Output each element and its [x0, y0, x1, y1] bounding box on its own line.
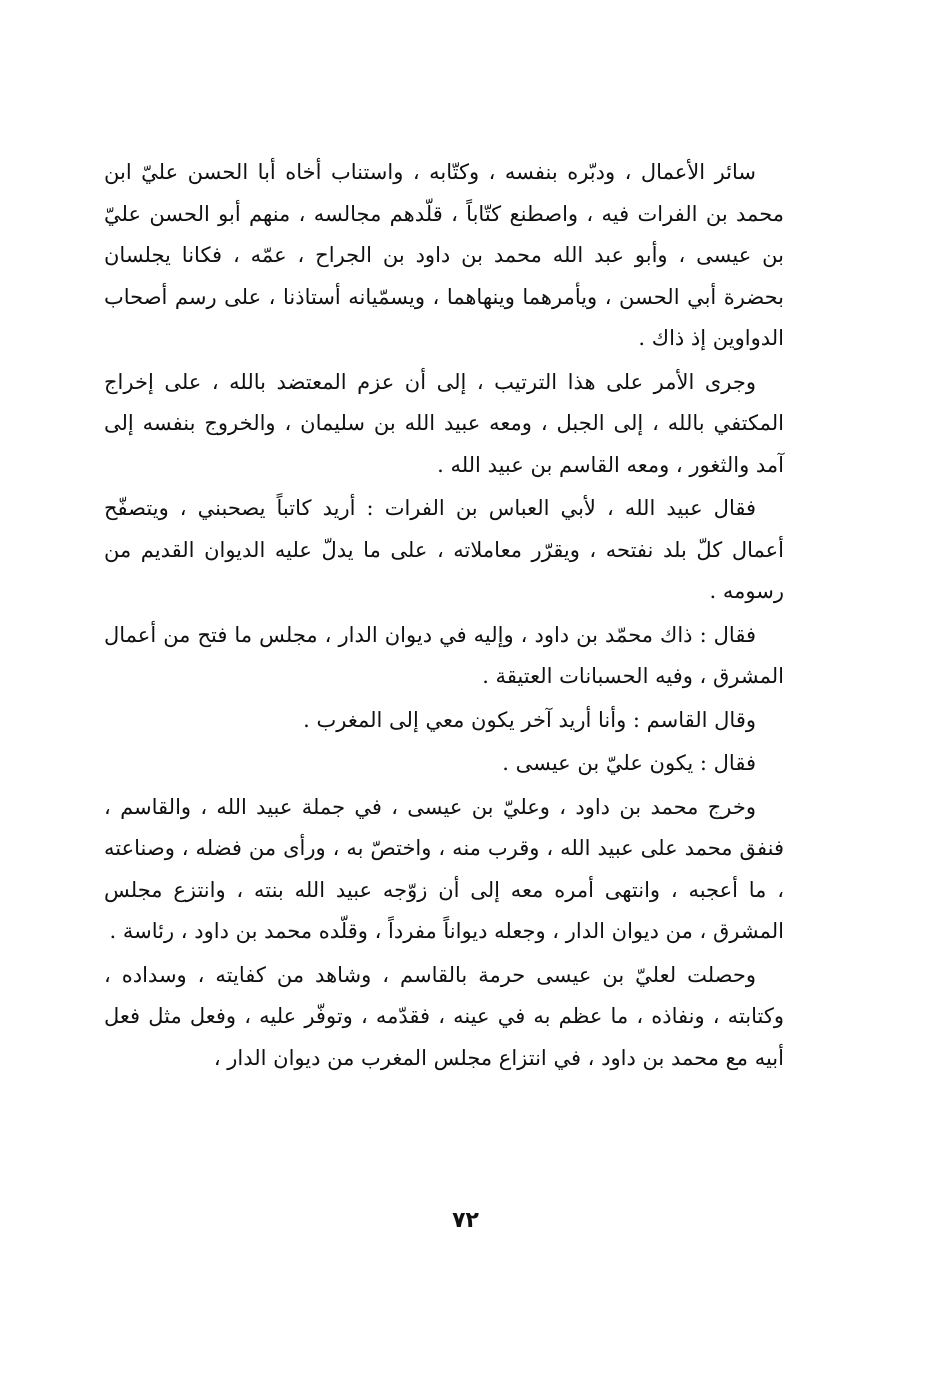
paragraph-1: سائر الأعمال ، ودبّره بنفسه ، وكتّابه ، واستناب أخاه أبا الحسن عليّ ابن محمد بن الفرات فيه ، واصطنع كتّاباً ، قلّدهم مجالسه ، منهم أبو الحسن عليّ بن عيسى ، وأبو عبد الله محمد بن داود بن الجراح ، عمّه ، فكانا يجلسان بحضرة أبي الحسن ، ويأمرهما وينهاهما ، ويسمّيانه أستاذنا ، على رسم أصحاب الدواوين إذ ذاك . — [104, 160, 784, 350]
paragraph-8: وحصلت لعليّ بن عيسى حرمة بالقاسم ، وشاهد من كفايته ، وسداده ، وكتابته ، ونفاذه ، ما عظم به في عينه ، فقدّمه ، وتوفّر عليه ، وفعل مثل فعل أبيه مع محمد بن داود ، في انتزاع مجلس المغرب من ديوان الدار ، — [104, 962, 784, 1070]
paragraph-6: فقال : يكون عليّ بن عيسى . — [502, 751, 756, 775]
paragraph-5: وقال القاسم : وأنا أريد آخر يكون معي إلى المغرب . — [303, 707, 756, 732]
page-number: ٧٢ — [452, 1208, 479, 1233]
body-text — [104, 152, 784, 1081]
paragraph-4: فقال : ذاك محمّد بن داود ، وإليه في ديوان الدار ، مجلس ما فتح من أعمال المشرق ، وفيه الحسبانات العتيقة . — [104, 622, 784, 688]
paragraph-3: فقال عبيد الله ، لأبي العباس بن الفرات : أريد كاتباً يصحبني ، ويتصفّح أعمال كلّ بلد نفتحه ، ويقرّر معاملاته ، على ما يدلّ عليه الديوان القديم من رسومه . — [104, 496, 784, 603]
paragraph-7: وخرج محمد بن داود ، وعليّ بن عيسى ، في جملة عبيد الله ، والقاسم ، فنفق محمد على عبيد الله ، وقرب منه ، واختصّ به ، ورأى من فضله ، وصناعته ، ما أعجبه ، وانتهى أمره معه إلى أن زوّجه عبيد الله بنته ، وانتزع مجلس المشرق ، من ديوان الدار ، وجعله ديواناً مفرداً ، وقلّده محمد بن داود ، رئاسة . — [104, 794, 784, 943]
paragraph-2: وجرى الأمر على هذا الترتيب ، إلى أن عزم المعتضد بالله ، على إخراج المكتفي بالله ، إلى الجبل ، ومعه عبيد الله بن سليمان ، والخروج بنفسه إلى آمد والثغور ، ومعه القاسم بن عبيد الله . — [104, 369, 784, 477]
